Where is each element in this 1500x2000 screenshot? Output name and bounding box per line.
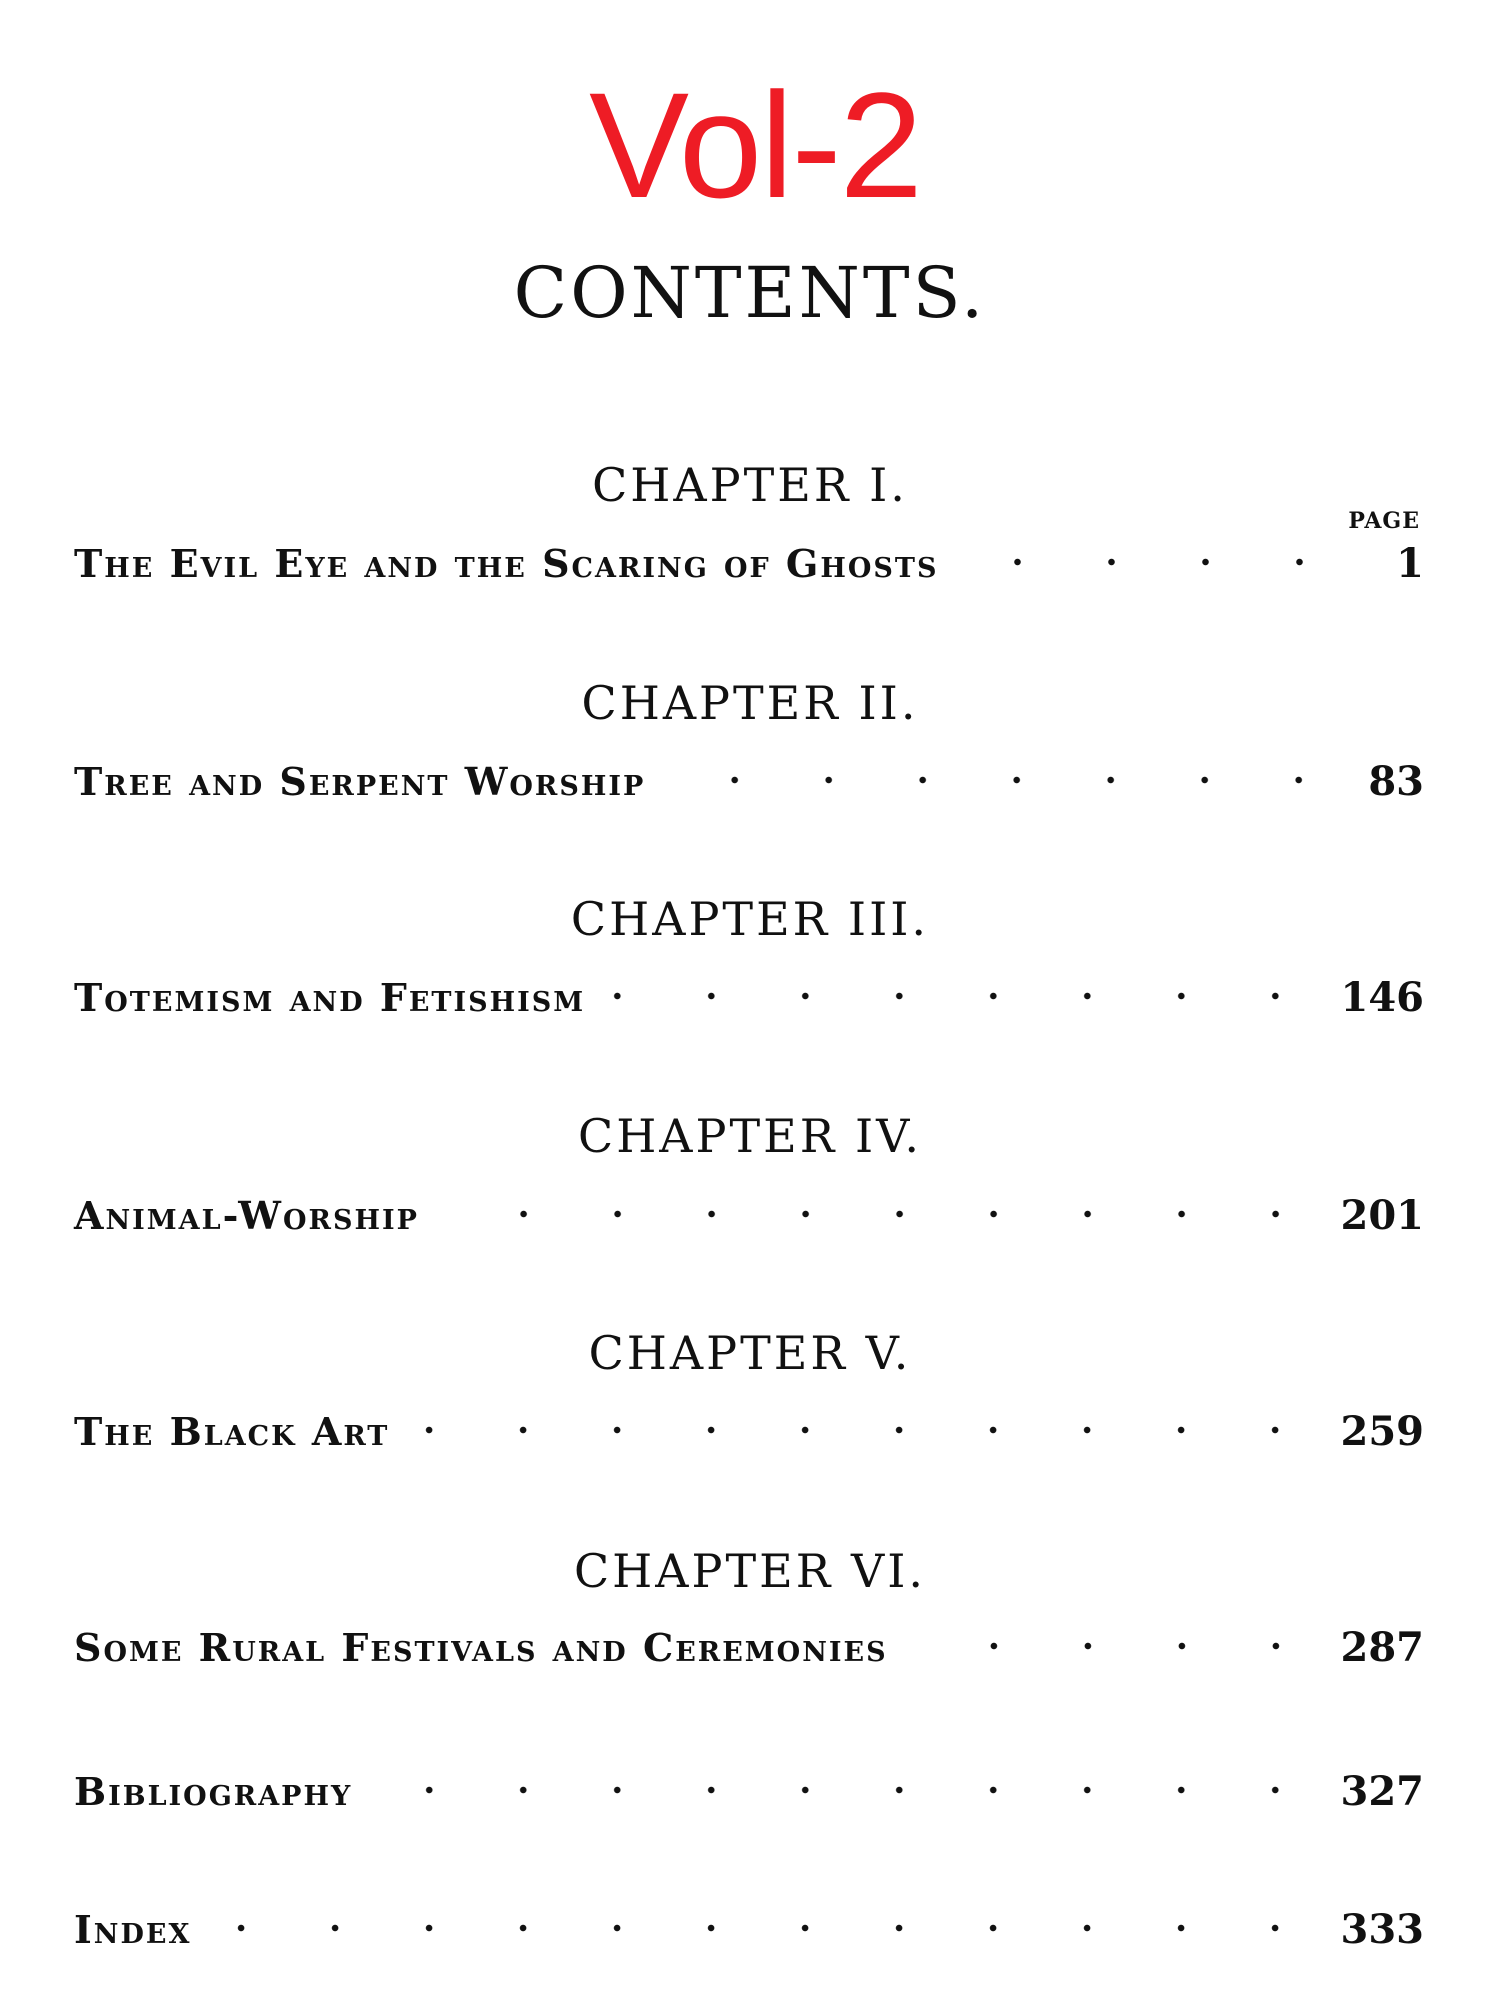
page-title: CONTENTS. (513, 252, 987, 334)
toc-entry-6[interactable] (74, 1624, 1424, 1674)
toc-entry-page: 333 (1340, 1906, 1424, 1953)
chapter-heading-2: CHAPTER II. (581, 676, 919, 730)
toc-entry-page: 327 (1340, 1768, 1424, 1815)
toc-entry-page: 146 (1340, 974, 1424, 1021)
dot-leader (603, 981, 1322, 1011)
toc-entry-title: Some Rural Festivals and Ceremonies (74, 1625, 888, 1670)
chapter-heading-6: CHAPTER VI. (573, 1544, 926, 1598)
toc-entry-bibliography[interactable] (74, 1768, 1424, 1818)
toc-entry-page: 83 (1368, 758, 1424, 805)
dot-leader (437, 1199, 1323, 1229)
toc-entry-title: Bibliography (74, 1769, 353, 1814)
toc-entry-1[interactable] (74, 540, 1424, 590)
toc-entry-index[interactable] (74, 1906, 1424, 1956)
dot-leader (209, 1913, 1322, 1943)
chapter-heading-4: CHAPTER IV. (578, 1109, 922, 1163)
volume-label: Vol-2 (589, 61, 921, 229)
toc-entry-2[interactable] (74, 758, 1424, 808)
toc-entry-3[interactable] (74, 974, 1424, 1024)
toc-entry-page: 201 (1340, 1192, 1424, 1239)
toc-entry-title: Index (74, 1907, 192, 1952)
dot-leader (906, 1631, 1323, 1661)
chapter-heading-3: CHAPTER III. (570, 892, 930, 946)
toc-entry-page: 287 (1340, 1624, 1424, 1671)
toc-entry-page: 259 (1340, 1408, 1424, 1455)
dot-leader (663, 765, 1346, 795)
page-column-label: PAGE (1348, 508, 1420, 534)
toc-entry-title: The Black Art (74, 1409, 390, 1454)
chapter-heading-5: CHAPTER V. (588, 1326, 912, 1380)
toc-entry-4[interactable] (74, 1192, 1424, 1242)
toc-entry-title: The Evil Eye and the Scaring of Ghosts (74, 541, 939, 586)
chapter-heading-1: CHAPTER I. (592, 458, 908, 512)
toc-entry-5[interactable] (74, 1408, 1424, 1458)
dot-leader (957, 547, 1347, 577)
toc-entry-title: Tree and Serpent Worship (74, 759, 646, 804)
toc-entry-page: 1 (1396, 540, 1424, 587)
dot-leader (407, 1415, 1322, 1445)
toc-entry-title: Animal-Worship (74, 1193, 419, 1238)
toc-entry-title: Totemism and Fetishism (74, 975, 586, 1020)
dot-leader (370, 1775, 1322, 1805)
